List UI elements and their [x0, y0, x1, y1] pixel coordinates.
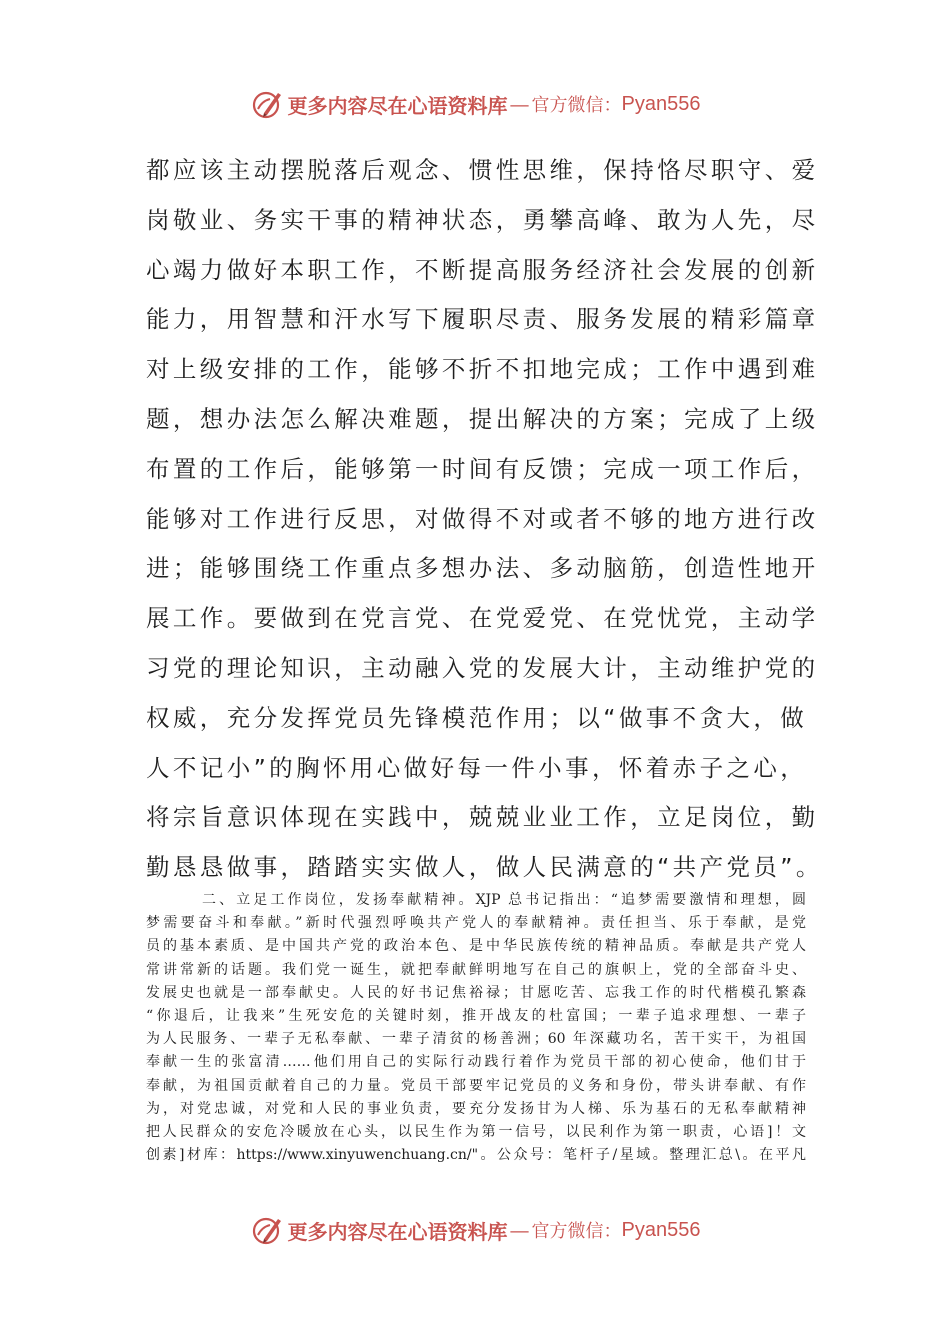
- text-line: 人不记小”的胸怀用心做好每一件小事，怀着赤子之心，: [146, 753, 808, 782]
- text-line: 能够对工作进行反思，对做得不对或者不够的地方进行改: [146, 504, 819, 533]
- text-line: 员的基本素质、是中国共产党的政治本色、是中华民族传统的精神品质。奉献是共产党人: [146, 938, 806, 955]
- text-line: 题，想办法怎么解决难题，提出解决的方案；完成了上级: [146, 404, 819, 433]
- banner-title: 更多内容尽在心语资料库: [287, 93, 508, 118]
- banner-dash: —: [509, 1218, 530, 1242]
- text-line: 习党的理论知识，主动融入党的发展大计，主动维护党的: [146, 653, 819, 682]
- text-line: 把人民群众的安危冷暖放在心头，以民生作为第一信号，以民利作为第一职责，心语]！文: [146, 1123, 806, 1140]
- footer-banner[interactable]: [0, 1210, 950, 1250]
- banner-wechat-id: Pyan556: [621, 92, 701, 115]
- banner-title: 更多内容尽在心语资料库: [287, 1219, 508, 1244]
- pen-circle-icon: [250, 1213, 284, 1247]
- text-line: 奉献一生的张富清……他们用自己的实际行动践行着作为党员干部的初心使命，他们甘于: [146, 1054, 806, 1071]
- header-banner[interactable]: [0, 84, 950, 124]
- text-line: 常讲常新的话题。我们党一诞生，就把奉献鲜明地写在自己的旗帜上，党的全部奋斗史、: [146, 961, 806, 978]
- pen-circle-icon: [250, 87, 284, 121]
- text-line: 将宗旨意识体现在实践中，兢兢业业工作，立足岗位，勤: [146, 803, 819, 832]
- text-line: 发展史也就是一部奉献史。人民的好书记焦裕禄；甘愿吃苦、忘我工作的时代楷模孔繁森: [146, 984, 806, 1001]
- body-small-text: [146, 889, 806, 1167]
- text-line: 勤恳恳做事，踏踏实实做人，做人民满意的“共产党员”。: [146, 853, 823, 882]
- text-line: 奉献，为祖国贡献着自己的力量。党员干部要牢记党员的义务和身份，带头讲奉献、有作: [146, 1077, 806, 1094]
- text-line: 心竭力做好本职工作，不断提高服务经济社会发展的创新: [146, 255, 819, 284]
- text-line: 布置的工作后，能够第一时间有反馈；完成一项工作后，: [146, 454, 819, 483]
- text-line: 为人民服务、一辈子无私奉献、一辈子清贫的杨善洲；60 年深藏功名，苦干实干，为祖国: [146, 1031, 806, 1048]
- text-line: 能力，用智慧和汗水写下履职尽责、服务发展的精彩篇章: [146, 305, 819, 334]
- banner-label: 官方微信：: [531, 1221, 622, 1242]
- text-line: 梦需要奋斗和奉献。”新时代强烈呼唤共产党人的奉献精神。责任担当、乐于奉献，是党: [146, 915, 806, 932]
- text-line: 展工作。要做到在党言党、在党爱党、在党忧党，主动学: [146, 604, 819, 633]
- body-large-text: [146, 146, 823, 893]
- banner-wechat-id: Pyan556: [621, 1218, 701, 1241]
- banner-label: 官方微信：: [531, 95, 622, 116]
- text-line: “你退后，让我来”生死安危的关键时刻，推开战友的杜富国；一辈子追求理想、一辈子: [146, 1007, 806, 1024]
- text-line: 为，对党忠诚，对党和人民的事业负责，要充分发扬甘为人梯、乐为基石的无私奉献精神: [146, 1100, 806, 1117]
- text-line: 都应该主动摆脱落后观念、惯性思维，保持恪尽职守、爱: [146, 156, 819, 184]
- text-line: 二、立足工作岗位，发扬奉献精神。XJP 总书记指出：“追梦需要激情和理想，圆: [202, 892, 806, 908]
- banner-dash: —: [509, 92, 530, 116]
- text-line: 进；能够围绕工作重点多想办法、多动脑筋，创造性地开: [146, 554, 819, 583]
- text-line: 岗敬业、务实干事的精神状态，勇攀高峰、敢为人先，尽: [146, 205, 819, 234]
- text-line: 对上级安排的工作，能够不折不扣地完成；工作中遇到难: [146, 355, 819, 384]
- text-line: 创素]材库：https://www.xinyuwenchuang.cn/"。公众号：笔杆子/星域。整理汇总\。在平凡: [146, 1147, 806, 1164]
- text-line: 权威，充分发挥党员先锋模范作用；以“做事不贪大，做: [146, 703, 808, 732]
